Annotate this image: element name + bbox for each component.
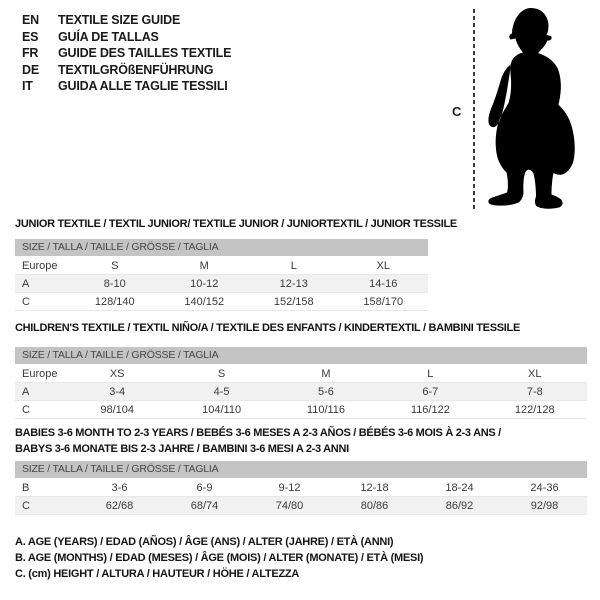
row-label-cell: B (15, 479, 77, 497)
size-cell: 7-8 (483, 383, 587, 401)
babies-table-title (15, 426, 501, 457)
language-label: TEXTILGRÖßENFÜHRUNG (58, 62, 214, 77)
language-row (22, 62, 231, 79)
size-cell: 110/116 (274, 401, 378, 419)
size-cell: 122/128 (483, 401, 587, 419)
language-row (22, 12, 231, 29)
size-cell: 116/122 (378, 401, 482, 419)
table-row (15, 383, 587, 401)
size-cell: 3-6 (77, 479, 162, 497)
size-cell: 5-6 (274, 383, 378, 401)
size-cell: 128/140 (70, 293, 160, 311)
language-label: GUIDE DES TAILLES TEXTILE (58, 46, 232, 60)
footnotes (15, 534, 423, 582)
language-code: ES (22, 29, 39, 44)
row-label-cell: A (15, 275, 70, 293)
size-cell: 74/80 (247, 497, 332, 515)
row-label-cell: A (15, 383, 65, 401)
language-label: TEXTILE SIZE GUIDE (58, 13, 181, 27)
size-cell: 152/158 (249, 293, 339, 311)
size-cell: 158/170 (339, 293, 429, 311)
table-row (15, 257, 428, 275)
row-label-cell: Europe (15, 257, 70, 275)
language-label: GUÍA DE TALLAS (58, 29, 159, 44)
language-row (22, 45, 231, 62)
size-cell: XL (483, 365, 587, 383)
toddler-figure (440, 5, 600, 217)
size-cell: 10-12 (160, 275, 250, 293)
footnote-age-years: A. AGE (YEARS) / EDAD (AÑOS) / ÂGE (ANS) / ALTER (JAHRE) / ETÀ (ANNI) (15, 536, 394, 548)
size-header-bar: SIZE / TALLA / TAILLE / GRÖSSE / TAGLIA (15, 461, 587, 478)
size-cell: 92/98 (502, 497, 587, 515)
language-row (22, 78, 231, 95)
children-table-title: CHILDREN'S TEXTILE / TEXTIL NIÑO/A / TEXTILE DES ENFANTS / KINDERTEXTIL / BAMBINI TESSILE (15, 322, 520, 334)
table-row (15, 293, 428, 311)
table-row (15, 401, 587, 419)
language-code: FR (22, 46, 39, 60)
table-row (15, 365, 587, 383)
footnote-age-months: B. AGE (MONTHS) / EDAD (MESES) / ÂGE (MOIS) / ALTER (MONATE) / ETÀ (MESI) (15, 552, 424, 564)
size-cell: 12-18 (332, 479, 417, 497)
junior-table-title: JUNIOR TEXTILE / TEXTIL JUNIOR/ TEXTILE JUNIOR / JUNIORTEXTIL / JUNIOR TESSILE (15, 218, 457, 230)
size-cell: 9-12 (247, 479, 332, 497)
size-cell: S (169, 365, 273, 383)
size-cell: 68/74 (162, 497, 247, 515)
size-cell: 86/92 (417, 497, 502, 515)
size-cell: 140/152 (160, 293, 250, 311)
size-cell: 18-24 (417, 479, 502, 497)
babies-title-line-2: BABYS 3-6 MONATE BIS 2-3 JAHRE / BAMBINI 3-6 MESI A 2-3 ANNI (15, 442, 349, 455)
language-title-list (22, 12, 231, 95)
babies-title-line-1: BABIES 3-6 MONTH TO 2-3 YEARS / BEBÉS 3-6 MESES A 2-3 AÑOS / BÉBÉS 3-6 MOIS À 2-3 ANS / (15, 427, 501, 439)
size-cell: 62/68 (77, 497, 162, 515)
language-row (22, 29, 231, 46)
size-header-bar: SIZE / TALLA / TAILLE / GRÖSSE / TAGLIA (15, 347, 587, 364)
size-cell: 14-16 (339, 275, 429, 293)
height-measure-label: C (452, 104, 462, 119)
size-cell: XS (65, 365, 169, 383)
size-cell: S (70, 257, 160, 275)
size-cell: L (378, 365, 482, 383)
table-row (15, 497, 587, 515)
size-cell: XL (339, 257, 429, 275)
row-label-cell: Europe (15, 365, 65, 383)
junior-size-table (15, 239, 428, 311)
size-header-bar: SIZE / TALLA / TAILLE / GRÖSSE / TAGLIA (15, 239, 428, 256)
size-cell: 4-5 (169, 383, 273, 401)
toddler-silhouette-icon (482, 6, 582, 211)
size-cell: M (274, 365, 378, 383)
size-cell: 6-7 (378, 383, 482, 401)
row-label-cell: C (15, 401, 65, 419)
size-cell: 24-36 (502, 479, 587, 497)
children-size-table (15, 347, 587, 419)
size-cell: 98/104 (65, 401, 169, 419)
size-cell: 104/110 (169, 401, 273, 419)
language-code: EN (22, 13, 39, 27)
size-cell: 3-4 (65, 383, 169, 401)
size-cell: 8-10 (70, 275, 160, 293)
table-row (15, 479, 587, 497)
size-cell: L (249, 257, 339, 275)
height-dashed-line (473, 9, 475, 212)
size-cell: 80/86 (332, 497, 417, 515)
size-cell: 6-9 (162, 479, 247, 497)
language-code: DE (22, 62, 39, 77)
footnote-height-cm: C. (cm) HEIGHT / ALTURA / HAUTEUR / HÖHE / ALTEZZA (15, 568, 300, 580)
size-cell: M (160, 257, 250, 275)
babies-size-table (15, 461, 587, 515)
row-label-cell: C (15, 293, 70, 311)
language-label: GUIDA ALLE TAGLIE TESSILI (58, 79, 228, 93)
row-label-cell: C (15, 497, 77, 515)
table-row (15, 275, 428, 293)
size-cell: 12-13 (249, 275, 339, 293)
language-code: IT (22, 79, 33, 93)
